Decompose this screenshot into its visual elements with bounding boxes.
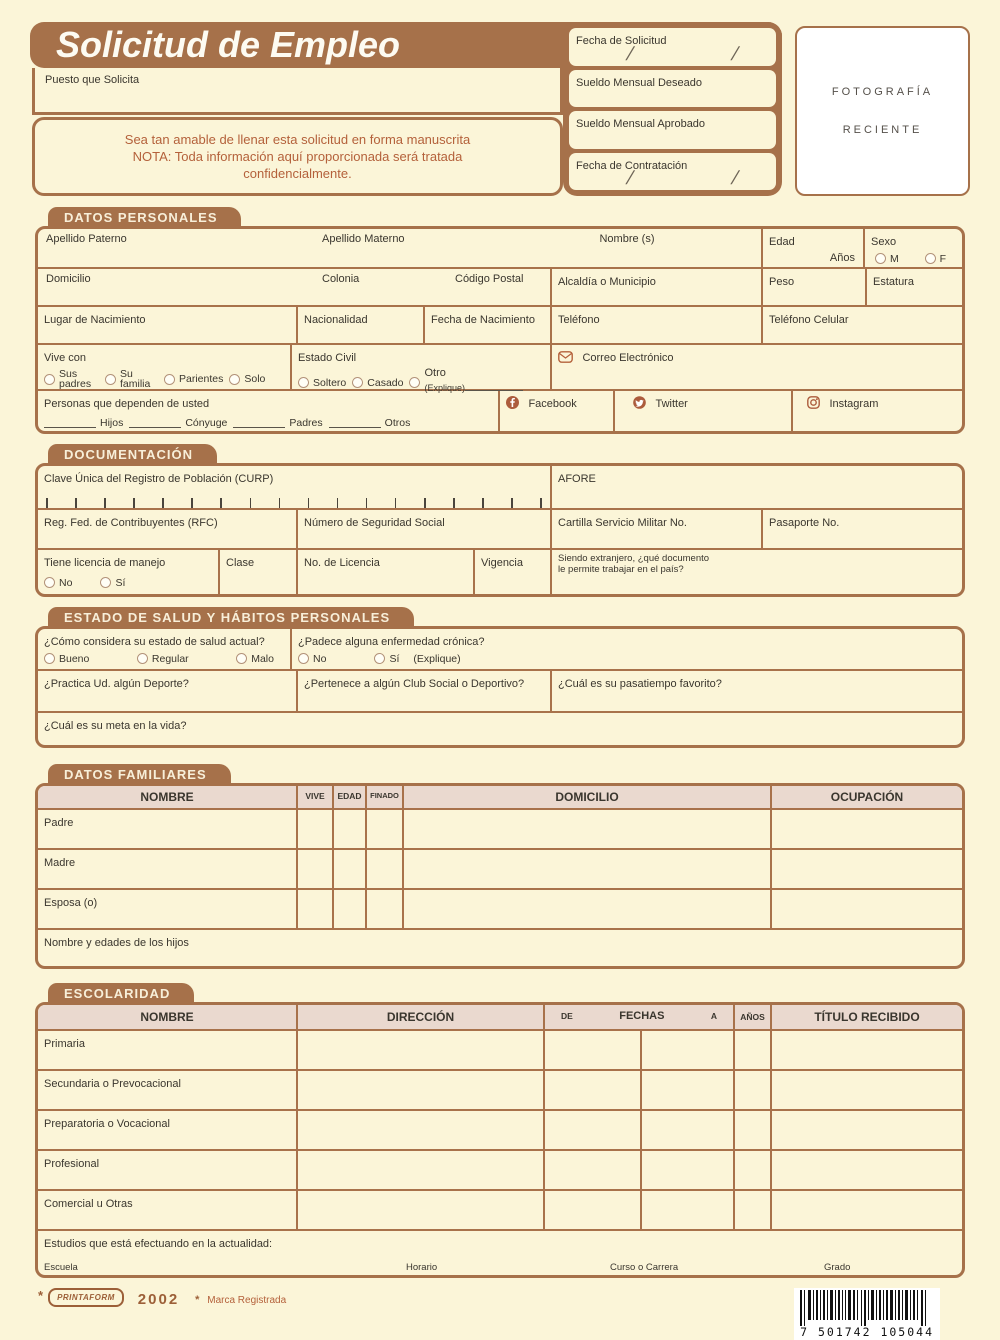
nacionalidad-label: Nacionalidad [304,314,368,326]
clase-label: Clase [226,557,255,569]
nivel-label: Secundaria o Prevocacional [44,1078,181,1090]
photo-box [795,26,970,196]
familiares-header-finado: FINADO [365,786,402,808]
estado-civil-field [290,345,550,393]
familiares-header-edad: EDAD [332,786,365,808]
otro-explique-label: (Explique) [424,383,466,393]
table-row [38,1109,962,1149]
date-slashes: / / [623,168,741,189]
escuela-direccion-field[interactable] [296,1031,543,1069]
familiar-edad-field[interactable] [332,850,365,888]
rfc-field[interactable] [38,510,296,548]
familiar-ocupacion-field[interactable] [770,810,962,848]
puesto-solicita-label: Puesto que Solicita [45,74,140,86]
instagram-icon [807,396,820,409]
padres-label: Padres [289,416,323,429]
familiar-nombre-field[interactable] [38,810,296,848]
sexo-m-label: M [890,252,899,265]
form-header [0,0,1000,205]
registered-star: * [195,1294,200,1306]
email-icon [558,351,573,363]
escolaridad-header-de: DE [561,1011,573,1021]
fecha-contratacion-label: Fecha de Contratación [576,159,688,172]
section-salud [35,605,965,748]
escuela-nombre-field[interactable] [38,1111,296,1149]
escuela-anos-field[interactable] [733,1031,770,1069]
nivel-label: Primaria [44,1038,85,1050]
domicilio-field[interactable] [38,269,550,305]
extranjero-field[interactable] [550,550,962,594]
hijos-blank[interactable] [44,417,96,428]
enfermedad-no-radio[interactable] [298,653,309,664]
vive-su-familia-radio[interactable] [105,374,116,385]
familiar-vive-field[interactable] [296,810,332,848]
vigencia-field[interactable] [473,550,550,594]
table-row [38,888,962,928]
escolaridad-header-fechas-label: FECHAS [619,1010,665,1022]
telefono-celular-label: Teléfono Celular [769,314,849,326]
estatura-label: Estatura [873,276,914,288]
meta-label: ¿Cuál es su meta en la vida? [44,720,187,732]
estado-civil-label: Estado Civil [298,352,357,364]
deporte-field[interactable] [38,671,296,711]
escuela-fecha-a-field[interactable] [640,1111,733,1149]
colonia-label: Colonia [322,273,360,285]
escuela-titulo-field[interactable] [770,1191,962,1229]
estudios-actuales-label: Estudios que está efectuando en la actualidad: [44,1238,273,1250]
vive-parientes-radio[interactable] [164,374,175,385]
salud-regular-label: Regular [151,652,189,665]
sexo-label: Sexo [871,236,897,248]
hijos-label: Nombre y edades de los hijos [44,937,189,949]
club-label: ¿Pertenece a algún Club Social o Deportivo? [304,678,525,690]
nacionalidad-field[interactable] [296,307,423,343]
tab-salud: ESTADO DE SALUD Y HÁBITOS PERSONALES [48,607,414,628]
date-slashes: / / [623,43,741,65]
tab-escolaridad: ESCOLARIDAD [48,983,194,1004]
marca-registrada [195,1294,286,1306]
printaform-logo: PRINTAFORM [48,1288,124,1307]
escuela-anos-field[interactable] [733,1191,770,1229]
escuela-nombre-field[interactable] [38,1031,296,1069]
padres-blank[interactable] [233,417,285,428]
otros-blank[interactable] [329,417,381,428]
lugar-nacimiento-field[interactable] [38,307,296,343]
casado-label: Casado [367,376,404,389]
escuela-fecha-de-field[interactable] [543,1111,640,1149]
nss-field[interactable] [296,510,550,548]
registered-star: * [38,1288,44,1303]
casado-radio[interactable] [352,377,363,388]
estatura-field[interactable] [865,269,962,305]
escuela-fecha-a-field[interactable] [640,1151,733,1189]
familiar-ocupacion-field[interactable] [770,890,962,928]
escuela-direccion-field[interactable] [296,1151,543,1189]
section-familiares [35,762,965,969]
escuela-nombre-field[interactable] [38,1151,296,1189]
anos-label: Años [829,252,855,264]
licencia-no-label: No [59,576,73,589]
apellido-materno-label: Apellido Materno [322,233,405,245]
note-box [32,117,563,196]
puesto-solicita-field[interactable] [32,68,563,115]
instagram-field[interactable] [791,391,962,431]
pasaporte-field[interactable] [761,510,962,548]
nombres-label: Nombre (s) [599,233,655,245]
table-row [38,1149,962,1189]
otro-radio[interactable] [409,377,420,388]
domicilio-label: Domicilio [46,273,91,285]
cartilla-field[interactable] [550,510,761,548]
peso-label: Peso [769,276,795,288]
afore-field[interactable] [550,466,962,508]
escuela-direccion-field[interactable] [296,1111,543,1149]
pasaporte-label: Pasaporte No. [769,517,840,529]
familiar-label: Madre [44,857,76,869]
fecha-nacimiento-field[interactable] [423,307,550,343]
familiar-nombre-field[interactable] [38,850,296,888]
edad-field[interactable] [761,229,863,267]
facebook-field[interactable] [498,391,613,431]
club-field[interactable] [296,671,550,711]
escuela-titulo-field[interactable] [770,1151,962,1189]
curp-field[interactable] [38,466,550,508]
familiar-domicilio-field[interactable] [402,890,770,928]
enfermedad-no-label: No [313,652,327,665]
soltero-radio[interactable] [298,377,309,388]
sexo-f-radio[interactable] [925,253,936,264]
table-row [38,1029,962,1069]
enfermedad-explique-label: (Explique) [413,652,461,665]
escuela-fecha-de-field[interactable] [543,1151,640,1189]
familiar-domicilio-field[interactable] [402,850,770,888]
apellidos-nombre-field[interactable] [38,229,761,267]
section-datos-personales [35,205,965,434]
year-label: 2002 [137,1291,180,1308]
enfermedad-field [290,629,962,669]
hijos-field[interactable] [38,930,962,966]
escuela-fecha-a-field[interactable] [640,1191,733,1229]
enfermedad-si-label: Sí [389,652,400,665]
twitter-field[interactable] [613,391,791,431]
hijos-label: Hijos [100,416,124,429]
familiar-vive-field[interactable] [296,850,332,888]
escuela-nombre-field[interactable] [38,1191,296,1229]
correo-label: Correo Electrónico [582,352,674,364]
photo-label-2: RECIENTE [842,124,923,136]
escuela-fecha-a-field[interactable] [640,1071,733,1109]
page-title: Solicitud de Empleo [56,24,401,65]
peso-field[interactable] [761,269,865,305]
lugar-nacimiento-label: Lugar de Nacimiento [44,314,146,326]
sexo-field [863,229,962,267]
no-licencia-label: No. de Licencia [304,557,380,569]
escuela-direccion-field[interactable] [296,1191,543,1229]
marca-label: Marca Registrada [207,1295,287,1306]
curso-label: Curso o Carrera [610,1262,679,1273]
familiar-label: Padre [44,817,74,829]
facebook-label: Facebook [528,398,577,410]
deporte-label: ¿Practica Ud. algún Deporte? [44,678,189,690]
alcaldia-field[interactable] [550,269,761,305]
curp-label: Clave Única del Registro de Población (CURP) [44,473,274,485]
alcaldia-label: Alcaldía o Municipio [558,276,656,288]
afore-label: AFORE [558,473,596,485]
note-line-3: confidencialmente. [243,166,352,181]
familiar-finado-field[interactable] [365,890,402,928]
note-line-2: NOTA: Toda información aquí proporcionada será tratada [132,149,463,164]
vive-sus-padres-label: Sus padres [59,368,92,390]
salud-bueno-radio[interactable] [44,653,55,664]
sueldo-deseado-label: Sueldo Mensual Deseado [576,76,702,89]
conyuge-blank[interactable] [129,417,181,428]
enfermedad-label: ¿Padece alguna enfermedad crónica? [298,636,485,648]
pasatiempo-field[interactable] [550,671,962,711]
familiar-nombre-field[interactable] [38,890,296,928]
familiar-finado-field[interactable] [365,850,402,888]
tab-datos-personales: DATOS PERSONALES [48,207,241,228]
table-row [38,1189,962,1229]
vive-parientes-label: Parientes [179,373,224,385]
fecha-solicitud-field[interactable] [569,28,776,66]
estudios-actuales-field[interactable] [38,1231,962,1275]
tab-familiares: DATOS FAMILIARES [48,764,231,785]
familiar-ocupacion-field[interactable] [770,850,962,888]
sueldo-deseado-field[interactable] [569,70,776,108]
familiares-header-vive: VIVE [296,786,332,808]
escuela-direccion-field[interactable] [296,1071,543,1109]
escuela-fecha-de-field[interactable] [543,1071,640,1109]
edad-label: Edad [769,236,795,248]
escolaridad-header-anos: AÑOS [733,1005,770,1029]
tab-documentacion: DOCUMENTACIÓN [48,444,217,465]
section-escolaridad [35,981,965,1278]
vive-solo-radio[interactable] [229,374,240,385]
otro-explique-blank[interactable] [465,380,523,391]
escuela-fecha-de-field[interactable] [543,1031,640,1069]
note-line-1: Sea tan amable de llenar esta solicitud en forma manuscrita [124,132,471,147]
vive-con-field [38,345,290,389]
rfc-label: Reg. Fed. de Contribuyentes (RFC) [44,517,218,529]
salud-regular-radio[interactable] [137,653,148,664]
curp-ticks [46,498,542,508]
header-fields [563,22,782,196]
escolaridad-header-nombre: NOMBRE [140,1010,194,1024]
escolaridad-header-direccion: DIRECCIÓN [296,1005,543,1029]
instagram-label: Instagram [829,398,879,410]
codigo-postal-label: Código Postal [455,273,524,285]
vive-solo-label: Solo [244,373,266,385]
sueldo-aprobado-field[interactable] [569,111,776,149]
no-licencia-field[interactable] [296,550,473,594]
escolaridad-header-a: A [710,1011,717,1021]
escolaridad-header-titulo: TÍTULO RECIBIDO [770,1005,962,1029]
barcode-number: 7 501742 105044 [800,1325,934,1339]
nivel-label: Comercial u Otras [44,1198,133,1210]
pasatiempo-label: ¿Cuál es su pasatiempo favorito? [558,678,722,690]
sexo-m-radio[interactable] [875,253,886,264]
table-row [38,808,962,848]
escolaridad-header-fechas [543,1005,733,1029]
vive-sus-padres-radio[interactable] [44,374,55,385]
nss-label: Número de Seguridad Social [304,517,445,529]
telefono-celular-field[interactable] [761,307,962,343]
vive-su-familia-label: Su familia [120,368,151,390]
escuela-titulo-field[interactable] [770,1071,962,1109]
section-documentacion [35,442,965,597]
licencia-si-label: Sí [115,576,126,589]
fecha-solicitud-label: Fecha de Solicitud [576,35,667,47]
extranjero-label: Siendo extranjero, ¿qué documento le permite trabajar en el país? [558,553,710,575]
escuela-fecha-a-field[interactable] [640,1031,733,1069]
escuela-label: Escuela [44,1262,78,1273]
twitter-label: Twitter [655,398,688,410]
licencia-si-radio[interactable] [100,577,111,588]
vive-con-label: Vive con [44,352,86,364]
escuela-nombre-field[interactable] [38,1071,296,1109]
salud-actual-field [38,629,290,669]
apellido-paterno-label: Apellido Paterno [46,233,127,245]
familiar-edad-field[interactable] [332,890,365,928]
otros-label: Otros [384,416,411,429]
escuela-fecha-de-field[interactable] [543,1191,640,1229]
familiar-label: Esposa (o) [44,897,98,909]
soltero-label: Soltero [313,376,347,389]
familiar-edad-field[interactable] [332,810,365,848]
nivel-label: Preparatoria o Vocacional [44,1118,170,1130]
salud-bueno-label: Bueno [59,652,90,665]
clase-field[interactable] [218,550,296,594]
familiares-header-ocupacion: OCUPACIÓN [770,786,962,808]
grado-label: Grado [824,1262,851,1273]
familiares-header-domicilio: DOMICILIO [402,786,770,808]
familiar-vive-field[interactable] [296,890,332,928]
conyuge-label: Cónyuge [185,416,228,429]
licencia-field [38,550,218,594]
salud-malo-label: Malo [251,652,274,665]
horario-label: Horario [406,1262,438,1273]
escuela-anos-field[interactable] [733,1071,770,1109]
facebook-icon [506,396,519,409]
familiar-finado-field[interactable] [365,810,402,848]
licencia-label: Tiene licencia de manejo [44,557,166,569]
dependen-label: Personas que dependen de usted [44,398,210,410]
nivel-label: Profesional [44,1158,100,1170]
fecha-contratacion-field[interactable] [569,153,776,191]
escuela-anos-field[interactable] [733,1151,770,1189]
licencia-no-radio[interactable] [44,577,55,588]
cartilla-label: Cartilla Servicio Militar No. [558,517,687,529]
telefono-label: Teléfono [558,314,600,326]
photo-label-1: FOTOGRAFÍA [831,86,934,98]
otro-label: Otro [424,367,446,379]
barcode-bars [800,1290,928,1326]
telefono-field[interactable] [550,307,761,343]
escuela-titulo-field[interactable] [770,1031,962,1069]
fecha-nacimiento-label: Fecha de Nacimiento [431,314,535,326]
familiares-header-nombre: NOMBRE [140,790,194,804]
escuela-anos-field[interactable] [733,1111,770,1149]
table-row [38,848,962,888]
correo-field[interactable] [550,345,962,389]
sexo-f-label: F [939,252,946,265]
salud-actual-label: ¿Cómo considera su estado de salud actual? [44,636,265,648]
salud-malo-radio[interactable] [236,653,247,664]
familiar-domicilio-field[interactable] [402,810,770,848]
vigencia-label: Vigencia [481,557,523,569]
escuela-titulo-field[interactable] [770,1111,962,1149]
barcode [794,1288,940,1340]
sueldo-aprobado-label: Sueldo Mensual Aprobado [576,118,706,130]
form-footer [38,1288,970,1340]
enfermedad-si-radio[interactable] [374,653,385,664]
dependen-field [38,391,498,431]
twitter-icon [633,396,646,409]
table-row [38,1069,962,1109]
meta-field[interactable] [38,713,962,745]
